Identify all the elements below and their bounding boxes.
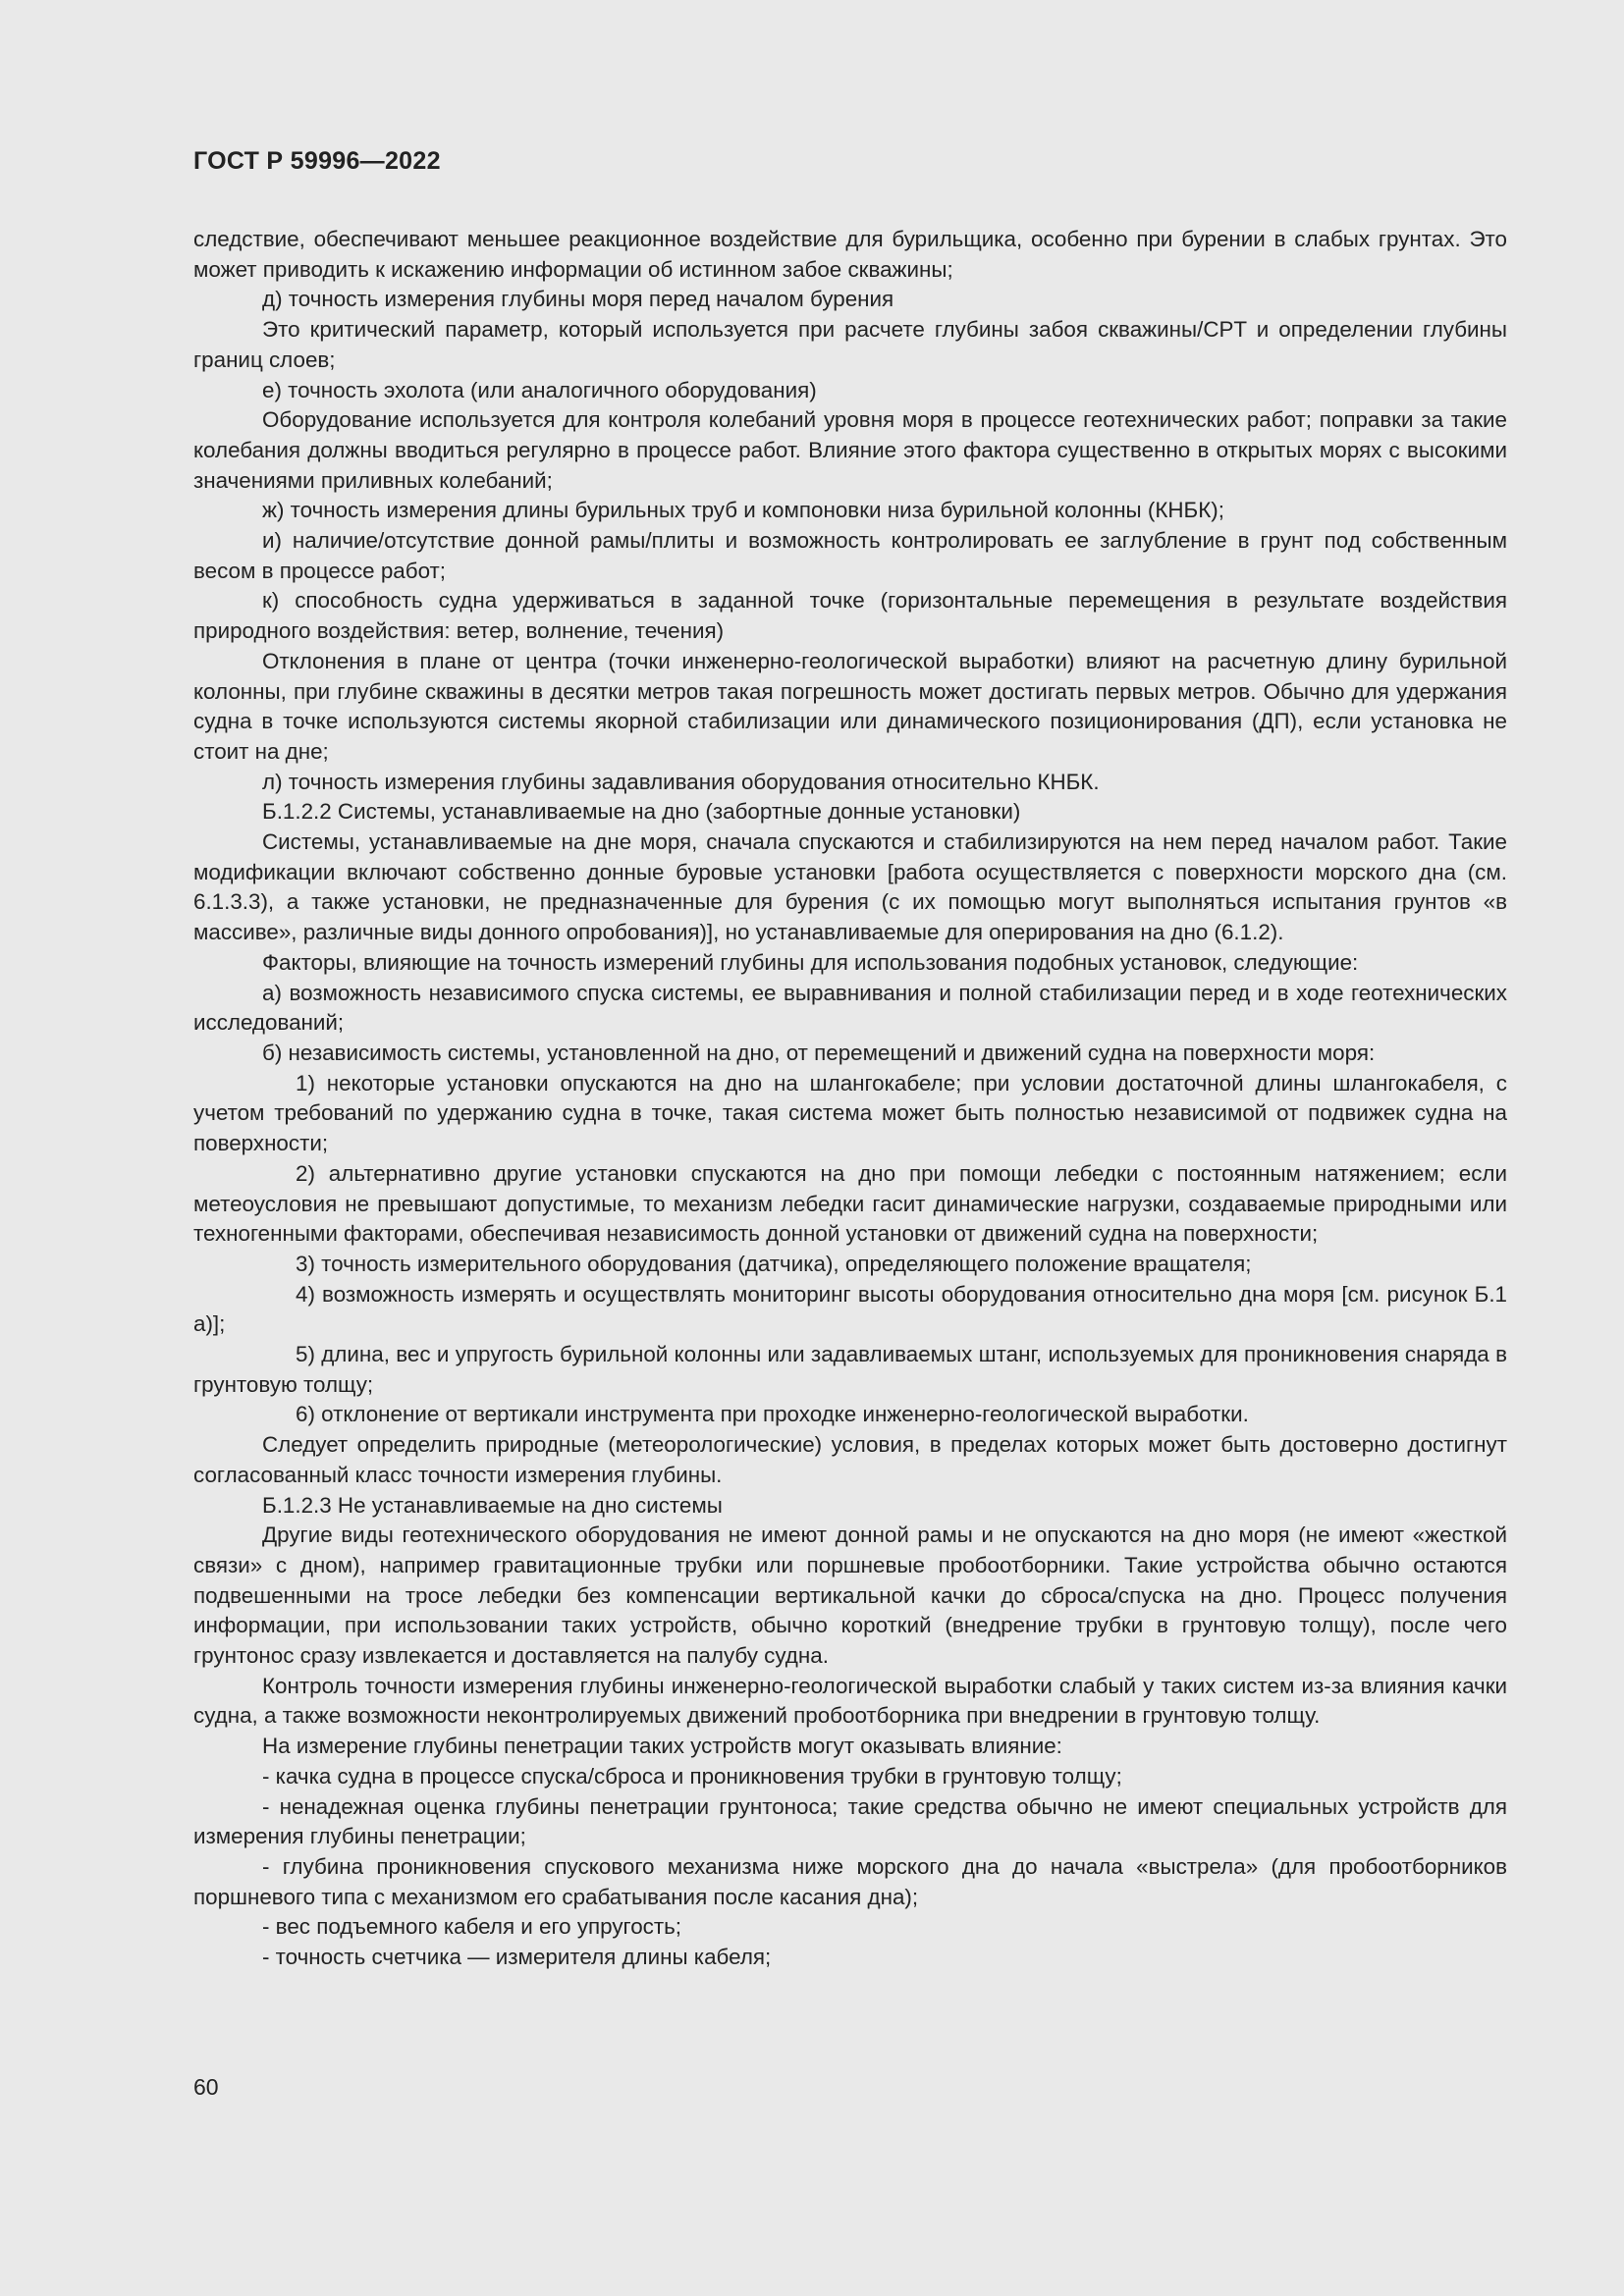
body-paragraph: 1) некоторые установки опускаются на дно на шлангокабеле; при условии достаточной длины шлангокабеля, с учетом требований по удержанию судна в точке, такая система может быть полностью независимой от подвижек судна на поверхности; — [193, 1070, 1507, 1156]
body-paragraph: б) независимость системы, установленной на дно, от перемещений и движений судна на поверхности моря: — [262, 1040, 1376, 1065]
page-number: 60 — [193, 2074, 219, 2100]
body-paragraph: и) наличие/отсутствие донной рамы/плиты и возможность контролировать ее заглубление в грунт под собственным весом в процессе работ; — [193, 528, 1507, 583]
body-paragraph: 2) альтернативно другие установки спускаются на дно при помощи лебедки с постоянным натяжением; если метеоусловия не превышают допустимые, то механизм лебедки гасит динамические нагрузки, создаваемые природными или техногенными факторами, обеспечивая независимость донной установки от движений судна на поверхности; — [193, 1160, 1507, 1247]
body-paragraph: Системы, устанавливаемые на дне моря, сначала спускаются и стабилизируются на нем перед началом работ. Такие модификации включают собственно донные буровые установки [работа осуществляется с поверхности морского дна (см. 6.1.3.3), а также установки, не предназначенные для бурения (с их помощью могут выполняться испытания грунтов «в массиве», различные виды донного опробования)], но устанавливаемые для оперирования на дно (6.1.2). — [193, 829, 1507, 945]
document-header-title: ГОСТ Р 59996—2022 — [193, 147, 441, 175]
body-paragraph: - вес подъемного кабеля и его упругость; — [262, 1914, 681, 1940]
body-paragraph: - качка судна в процессе спуска/сброса и проникновения трубки в грунтовую толщу; — [262, 1763, 1122, 1789]
body-paragraph: Другие виды геотехнического оборудования не имеют донной рамы и не опускаются на дно моря (не имеют «жесткой связи» с дном), например гравитационные трубки или поршневые пробоотборники. Такие устройства обычно остаются подвешенными на тросе лебедки без компенсации вертикальной качки до сброса/спуска на дно. Процесс получения информации, при использовании таких устройств, обычно короткий (внедрение трубки в грунтовую толщу), после чего грунтонос сразу извлекается и доставляется на палубу судна. — [193, 1522, 1507, 1669]
body-paragraph: Б.1.2.3 Не устанавливаемые на дно системы — [262, 1492, 723, 1518]
body-paragraph: следствие, обеспечивают меньшее реакционное воздействие для бурильщика, особенно при бурении в слабых грунтах. Это может приводить к искажению информации об истинном забое скважины; — [193, 227, 1507, 282]
body-paragraph: к) способность судна удерживаться в заданной точке (горизонтальные перемещения в результате воздействия природного воздействия: ветер, волнение, течения) — [193, 588, 1507, 644]
body-paragraph: 4) возможность измерять и осуществлять мониторинг высоты оборудования относительно дна моря [см. рисунок Б.1 а)]; — [193, 1281, 1507, 1337]
body-paragraph: Факторы, влияющие на точность измерений глубины для использования подобных установок, следующие: — [262, 949, 1359, 975]
body-paragraph: 3) точность измерительного оборудования (датчика), определяющего положение вращателя; — [296, 1251, 1252, 1276]
body-paragraph: 6) отклонение от вертикали инструмента при проходке инженерно-геологической выработки. — [296, 1402, 1249, 1427]
body-paragraph: Б.1.2.2 Системы, устанавливаемые на дно (забортные донные установки) — [262, 799, 1021, 825]
body-paragraph: Отклонения в плане от центра (точки инженерно-геологической выработки) влияют на расчетную длину бурильной колонны, при глубине скважины в десятки метров такая погрешность может достигать первых метров. Обычно для удержания судна в точке используются системы якорной стабилизации или динамического позиционирования (ДП), если установка не стоит на дне; — [193, 648, 1507, 764]
body-paragraph: д) точность измерения глубины моря перед началом бурения — [262, 287, 894, 312]
body-paragraph: Оборудование используется для контроля колебаний уровня моря в процессе геотехнических работ; поправки за такие колебания должны вводиться регулярно в процессе работ. Влияние этого фактора существенно в открытых морях с высокими значениями приливных колебаний; — [193, 407, 1507, 493]
body-paragraph: - глубина проникновения спускового механизма ниже морского дна до начала «выстрела» (для пробоотборников поршневого типа с механизмом его срабатывания после касания дна); — [193, 1853, 1507, 1909]
body-paragraph: е) точность эхолота (или аналогичного оборудования) — [262, 377, 817, 402]
body-paragraph: л) точность измерения глубины задавливания оборудования относительно КНБК. — [262, 769, 1100, 794]
body-paragraph: 5) длина, вес и упругость бурильной колонны или задавливаемых штанг, используемых для проникновения снаряда в грунтовую толщу; — [193, 1342, 1507, 1397]
body-paragraph: Следует определить природные (метеорологические) условия, в пределах которых может быть достоверно достигнут согласованный класс точности измерения глубины. — [193, 1432, 1507, 1487]
body-paragraph: Контроль точности измерения глубины инженерно-геологической выработки слабый у таких систем из-за влияния качки судна, а также возможности неконтролируемых движений пробоотборника при внедрении в грунтовую толщу. — [193, 1673, 1507, 1729]
body-paragraph: - точность счетчика — измерителя длины кабеля; — [262, 1945, 772, 1970]
body-paragraph: а) возможность независимого спуска системы, ее выравнивания и полной стабилизации перед и в ходе геотехнических исследований; — [193, 980, 1507, 1036]
body-paragraph: Это критический параметр, который используется при расчете глубины забоя скважины/CPT и определении глубины границ слоев; — [193, 317, 1507, 372]
body-paragraph: - ненадежная оценка глубины пенетрации грунтоноса; такие средства обычно не имеют специальных устройств для измерения глубины пенетрации; — [193, 1793, 1507, 1849]
body-paragraph: На измерение глубины пенетрации таких устройств могут оказывать влияние: — [262, 1734, 1062, 1759]
body-paragraph: ж) точность измерения длины бурильных труб и компоновки низа бурильной колонны (КНБК); — [262, 498, 1224, 523]
document-body — [193, 225, 1507, 1973]
